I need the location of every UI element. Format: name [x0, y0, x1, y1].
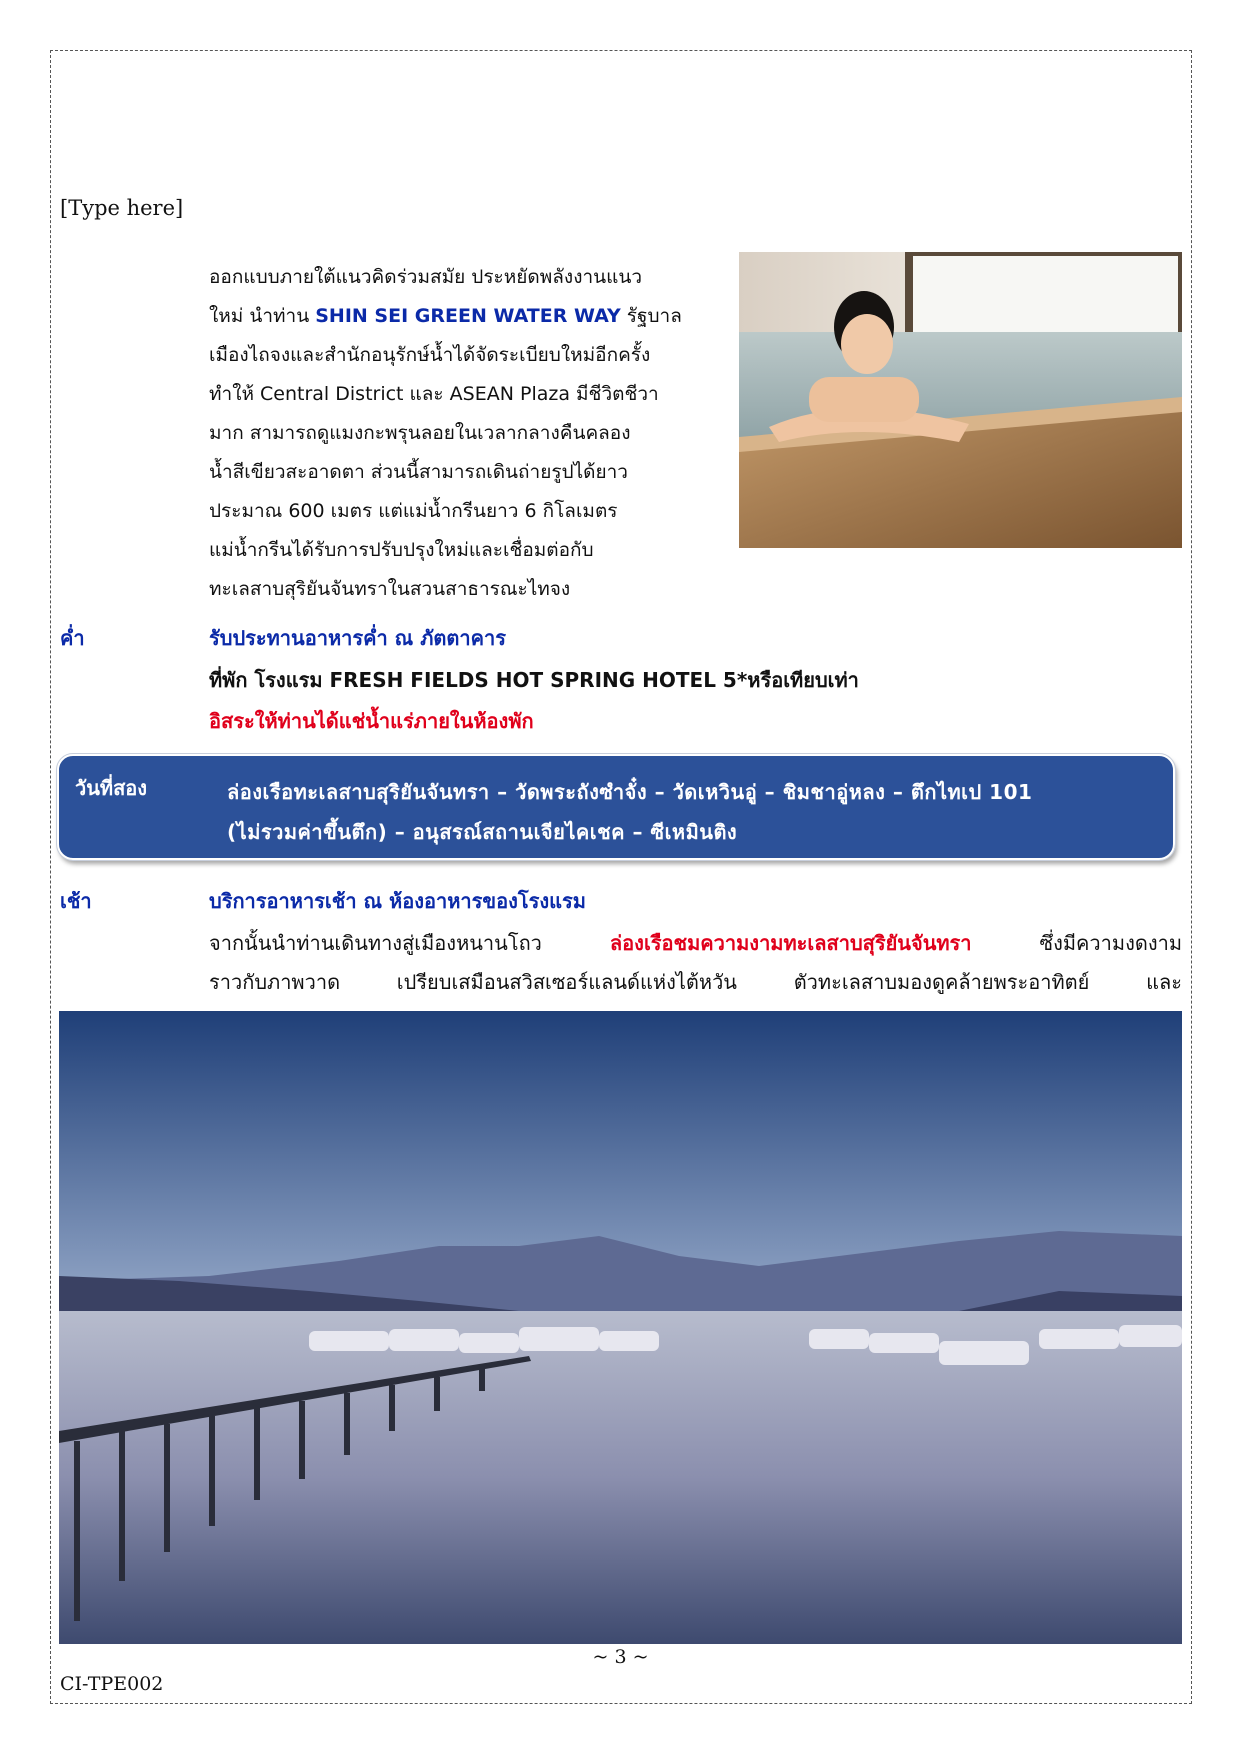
intro-line: มาก สามารถดูแมงกะพรุนลอยในเวลากลางคืนคลอง: [209, 422, 631, 444]
route-line: (ไม่รวมค่าขึ้นตึก) – อนุสรณ์สถานเจียไคเชค – ซีเหมินติง: [227, 820, 738, 844]
intro-line: ออกแบบภายใต้แนวคิดร่วมสมัย ประหยัดพลังงานแนว: [209, 266, 643, 288]
intro-line: ทะเลสาบสุริยันจันทราในสวนสาธารณะไทจง: [209, 578, 571, 600]
hot-spring-photo: [739, 252, 1182, 548]
dinner-label: ค่ำ: [60, 626, 85, 650]
breakfast-text: บริการอาหารเช้า ณ ห้องอาหารของโรงแรม: [209, 889, 586, 913]
desc-word: ตัวทะเลสาบมองดูคล้ายพระอาทิตย์: [793, 970, 1090, 994]
desc-text: จากนั้นนำท่านเดินทางสู่เมืองหนานโถว: [209, 931, 542, 955]
intro-line: ทำให้ Central District และ ASEAN Plaza มีชีวิตชีวา: [209, 383, 659, 405]
hot-spring-note: อิสระให้ท่านได้แช่น้ำแร่ภายในห้องพัก: [209, 709, 534, 733]
day-label: วันที่สอง: [75, 776, 148, 800]
day-route: [227, 772, 1157, 852]
breakfast-desc-line: [209, 927, 1182, 959]
day-two-banner: [57, 754, 1175, 860]
breakfast-label: เช้า: [60, 889, 92, 913]
page-number: ~ 3 ~: [592, 1646, 649, 1668]
dinner-text: รับประทานอาหารค่ำ ณ ภัตตาคาร: [209, 626, 506, 650]
desc-text: ซึ่งมีความงดงาม: [1039, 931, 1182, 955]
desc-word: ราวกับภาพวาด: [209, 970, 341, 994]
highlight-lake-cruise: ล่องเรือชมความงามทะเลสาบสุริยันจันทรา: [609, 931, 972, 955]
hotel-text: ที่พัก โรงแรม FRESH FIELDS HOT SPRING HOTEL 5*หรือเทียบเท่า: [209, 668, 859, 692]
intro-line: แม่น้ำกรีนได้รับการปรับปรุงใหม่และเชื่อมต่อกับ: [209, 539, 594, 561]
sun-moon-lake-photo: [59, 1011, 1182, 1644]
intro-line: น้ำสีเขียวสะอาดตา ส่วนนี้สามารถเดินถ่ายรูปได้ยาว: [209, 461, 628, 483]
document-code: CI-TPE002: [60, 1673, 164, 1695]
intro-line: เมืองไถจงและสำนักอนุรักษ์น้ำได้จัดระเบียบใหม่อีกครั้ง: [209, 344, 651, 366]
breakfast-desc-line: [209, 966, 1182, 998]
intro-paragraph: [209, 258, 729, 609]
intro-line: ใหม่ นำท่าน SHIN SEI GREEN WATER WAY รัฐบาล: [209, 305, 682, 327]
desc-word: และ: [1146, 970, 1182, 994]
highlight-water-way: SHIN SEI GREEN WATER WAY: [315, 305, 621, 327]
desc-word: เปรียบเสมือนสวิสเซอร์แลนด์แห่งไต้หวัน: [396, 970, 737, 994]
intro-line: ประมาณ 600 เมตร แต่แม่น้ำกรีนยาว 6 กิโลเมตร: [209, 500, 618, 522]
header-placeholder: [Type here]: [60, 196, 184, 220]
route-line: ล่องเรือทะเลสาบสุริยันจันทรา – วัดพระถังซำจั๋ง – วัดเหวินอู่ – ชิมชาอู่หลง – ตึกไทเป 101: [227, 780, 1033, 804]
